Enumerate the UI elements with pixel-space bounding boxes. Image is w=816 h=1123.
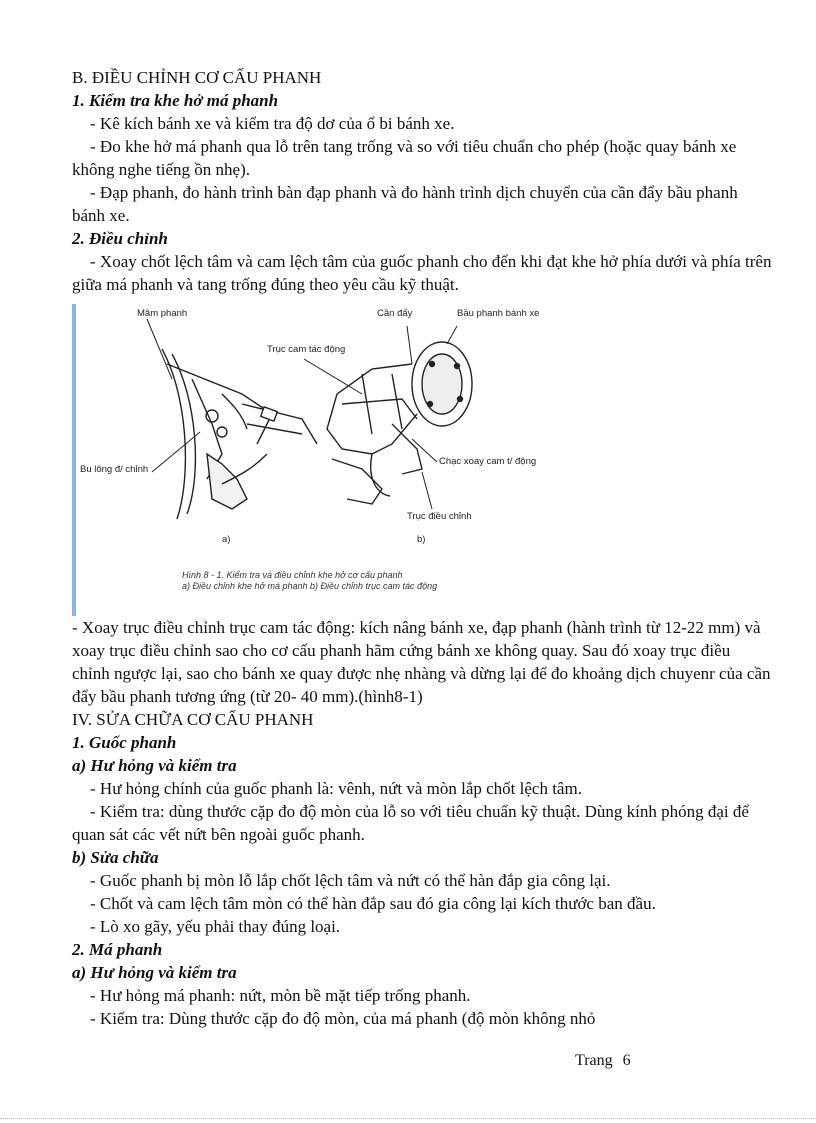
paragraph: - Xoay trục điều chỉnh trục cam tác động: kích nâng bánh xe, đạp phanh (hành trình từ 12-22 mm) và xoay trục điều chỉnh sao cho cơ cấu phanh hãm cứng bánh xe không quay. Sau đó xoay trục điều chỉnh ngược lại, sao cho bánh xe quay được nhẹ nhàng và dừng lại để đo khoảng dịch chuyenr của cần đẩy bầu phanh tương ứng (từ 20- 40 mm).(hình8-1): [72, 618, 771, 706]
section-b: [72, 66, 772, 296]
label-can-day: Cần đẩy: [377, 308, 413, 319]
section-b-heading: B. ĐIỀU CHỈNH CƠ CẤU PHANH: [72, 68, 322, 87]
page-number: 6: [622, 1052, 631, 1069]
label-mam-phanh: Mâm phanh: [137, 308, 188, 319]
subheading-guoc-phanh: 1. Guốc phanh: [72, 733, 177, 752]
label-chac-xoay-cam: Chạc xoay cam t/ động: [439, 456, 537, 467]
subheading-hu-hong-kiem-tra-2: a) Hư hỏng và kiểm tra: [72, 963, 237, 982]
label-truc-dieu-chinh: Trục điều chỉnh: [407, 511, 472, 522]
section-iv-heading: IV. SỬA CHỮA CƠ CẤU PHANH: [72, 710, 314, 729]
subheading-dieu-chinh: 2. Điều chỉnh: [72, 229, 168, 248]
paragraph: - Kê kích bánh xe và kiểm tra độ dơ của ổ bi bánh xe.: [90, 114, 455, 133]
paragraph: - Hư hỏng má phanh: nứt, mòn bề mặt tiếp trống phanh.: [90, 986, 471, 1005]
figure-caption-title: Hình 8 - 1. Kiểm tra và điều chỉnh khe hở cơ cấu phanh: [182, 570, 403, 580]
figure-caption-sub: a) Điều chỉnh khe hở má phanh b) Điều chỉnh trục cam tác động: [182, 581, 438, 591]
subheading-hu-hong-kiem-tra: a) Hư hỏng và kiểm tra: [72, 756, 237, 775]
label-a: a): [222, 534, 231, 545]
subheading-ma-phanh: 2. Má phanh: [72, 940, 163, 959]
paragraph: - Hư hỏng chính của guốc phanh là: vênh, nứt và mòn lắp chốt lệch tâm.: [90, 779, 582, 798]
paragraph: - Xoay chốt lệch tâm và cam lệch tâm của guốc phanh cho đến khi đạt khe hở phía dưới và phía trên giữa má phanh và tang trống đúng theo yêu cầu kỹ thuật.: [72, 252, 772, 294]
subheading-sua-chua: b) Sửa chữa: [72, 848, 159, 867]
subheading-kiem-tra-khe-ho: 1. Kiểm tra khe hở má phanh: [72, 91, 279, 110]
label-truc-cam-tac-dong: Trục cam tác động: [267, 344, 346, 355]
section-iv: [72, 616, 772, 1030]
label-bau-phanh-banh-xe: Bầu phanh bánh xe: [457, 308, 540, 319]
paragraph: - Kiểm tra: Dùng thước cặp đo độ mòn, của má phanh (độ mòn không nhỏ: [90, 1009, 596, 1028]
paragraph: - Lò xo gãy, yếu phải thay đúng loại.: [90, 917, 341, 936]
paragraph: - Guốc phanh bị mòn lỗ lắp chốt lệch tâm và nứt có thể hàn đắp gia công lại.: [90, 871, 611, 890]
page-footer: [575, 1052, 631, 1070]
paragraph: - Đo khe hở má phanh qua lỗ trên tang trống và so với tiêu chuẩn cho phép (hoặc quay bánh xe không nghe tiếng ồn nhẹ).: [72, 137, 737, 179]
figure-edge: [72, 304, 76, 616]
label-b: b): [417, 534, 426, 545]
page-bottom-rule: [0, 1118, 816, 1119]
paragraph: - Chốt và cam lệch tâm mòn có thể hàn đắp sau đó gia công lại kích thước ban đầu.: [90, 894, 656, 913]
paragraph: - Kiểm tra: dùng thước cặp đo độ mòn của lỗ so với tiêu chuẩn kỹ thuật. Dùng kính phóng đại để quan sát các vết nứt bên ngoài guốc phanh.: [72, 802, 749, 844]
paragraph: - Đạp phanh, đo hành trình bàn đạp phanh và đo hành trình dịch chuyển của cần đẩy bầu phanh bánh xe.: [72, 183, 738, 225]
figure-illustration: [72, 304, 592, 616]
brake-adjustment-figure: [72, 304, 592, 616]
page-label: Trang: [575, 1052, 613, 1069]
label-bu-long-dieu-chinh: Bu lông đ/ chỉnh: [80, 464, 149, 475]
